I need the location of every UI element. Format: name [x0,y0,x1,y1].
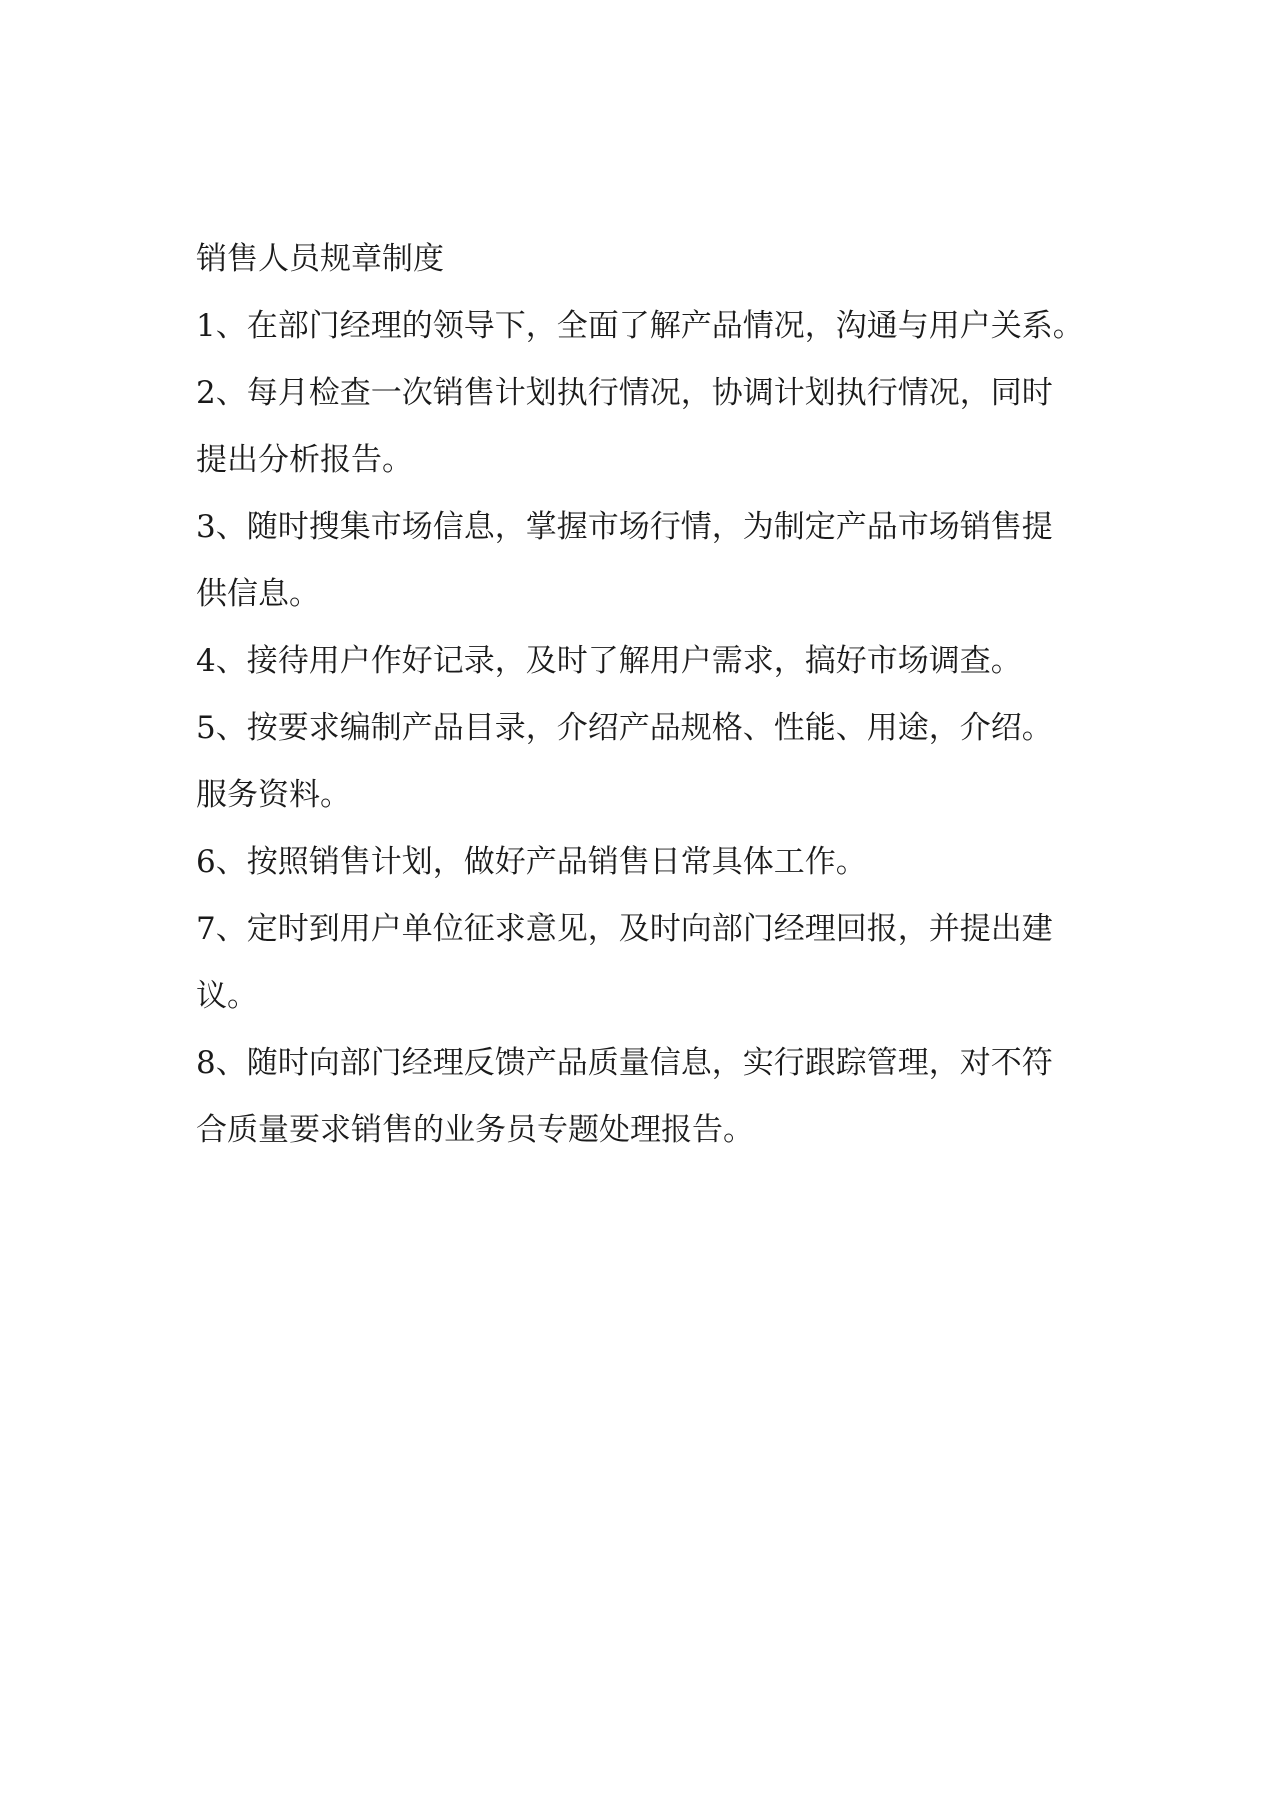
rule-item-7 [196,896,1116,1030]
rule-line: 2、每月检查一次销售计划执行情况，协调计划执行情况，同时 [196,375,1053,411]
rule-line: 7、定时到用户单位征求意见，及时向部门经理回报，并提出建 [196,911,1053,947]
rule-line: 合质量要求销售的业务员专题处理报告。 [196,1112,754,1148]
rule-line: 5、按要求编制产品目录，介绍产品规格、性能、用途，介绍。 [196,710,1053,746]
rule-item-5 [196,695,1116,829]
rule-line: 8、随时向部门经理反馈产品质量信息，实行跟踪管理，对不符 [196,1045,1053,1081]
rule-item-6 [196,829,1116,896]
rule-line: 1、在部门经理的领导下，全面了解产品情况，沟通与用户关系。 [196,308,1084,344]
rule-line: 服务资料。 [196,777,351,813]
rule-item-1 [196,293,1116,360]
document-title: 销售人员规章制度 [196,241,444,277]
rule-item-2 [196,360,1116,494]
document-body [196,226,1116,1164]
rule-line: 3、随时搜集市场信息，掌握市场行情，为制定产品市场销售提 [196,509,1053,545]
rule-item-4 [196,628,1116,695]
rule-line: 供信息。 [196,576,320,612]
rule-item-8 [196,1030,1116,1164]
rule-line: 议。 [196,978,258,1014]
rule-item-3 [196,494,1116,628]
rule-line: 提出分析报告。 [196,442,413,478]
rule-line: 6、按照销售计划，做好产品销售日常具体工作。 [196,844,867,880]
rule-line: 4、接待用户作好记录，及时了解用户需求，搞好市场调查。 [196,643,1022,679]
rules-list [196,293,1116,1164]
